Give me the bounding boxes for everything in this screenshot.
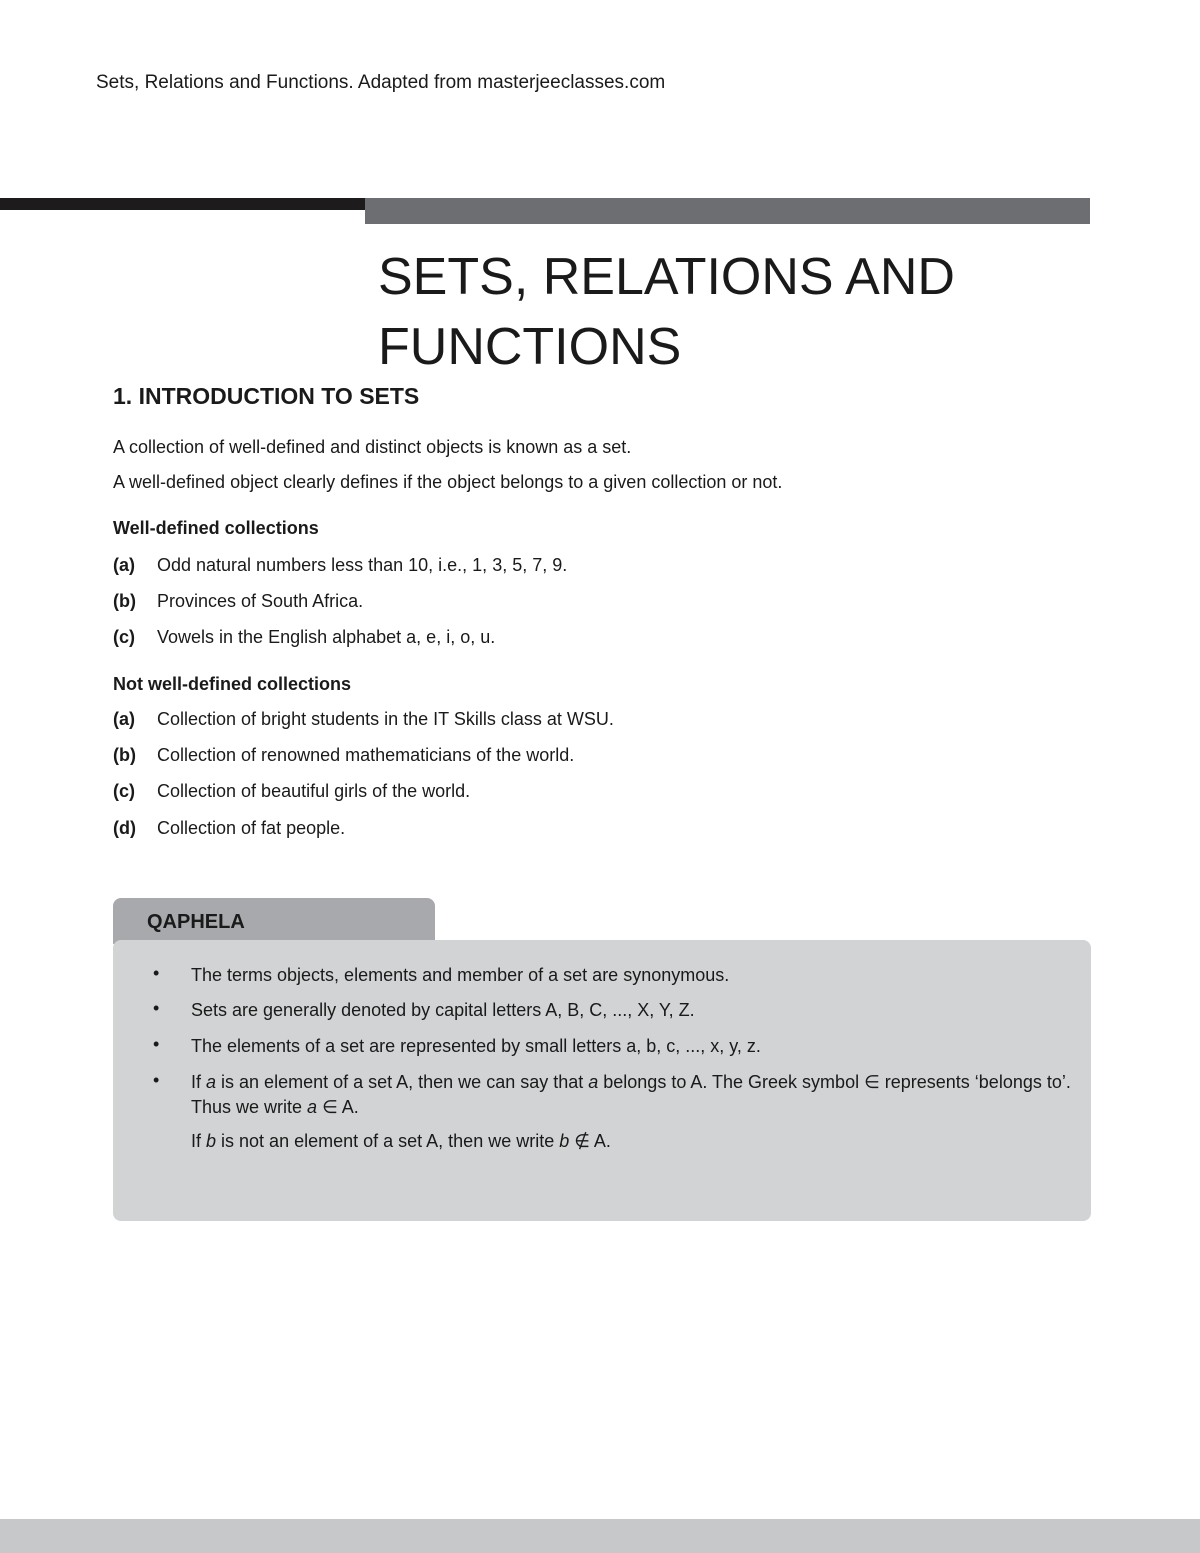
list-item-text: Collection of renowned mathematicians of the world. <box>157 745 575 765</box>
list-marker: (b) <box>113 745 136 765</box>
header-rule-dark <box>0 198 365 210</box>
note-followup-text: If b is not an element of a set A, then we write b ∉ A. <box>191 1131 611 1151</box>
note-bullet-text: If a is an element of a set A, then we can say that a belongs to A. The Greek symbol ∈ represents ‘belongs to’. Thus we write a ∈ A. <box>191 1072 1071 1117</box>
intro-paragraph: A collection of well-defined and distinct objects is known as a set. <box>113 437 632 457</box>
footer-band <box>0 1519 1200 1553</box>
bullet-dot: • <box>153 998 160 1018</box>
running-header: Sets, Relations and Functions. Adapted from masterjeeclasses.com <box>96 72 666 93</box>
list-item <box>113 591 363 612</box>
list-item-text: Collection of fat people. <box>157 818 346 838</box>
list-marker: (c) <box>113 627 135 647</box>
list-item-text: Collection of beautiful girls of the world. <box>157 781 471 801</box>
header-rule-gray <box>365 198 1090 224</box>
note-bullet-text: Sets are generally denoted by capital letters A, B, C, ..., X, Y, Z. <box>191 1000 695 1020</box>
well-defined-heading: Well-defined collections <box>113 518 319 538</box>
chapter-title <box>378 242 1078 382</box>
list-item-text: Provinces of South Africa. <box>157 591 364 611</box>
list-item <box>113 709 614 730</box>
list-item <box>113 555 567 576</box>
list-item <box>113 627 495 648</box>
list-item <box>113 745 574 766</box>
list-item <box>113 818 345 839</box>
chapter-title-line-1: SETS, RELATIONS AND <box>378 248 955 306</box>
note-bullet-text: The elements of a set are represented by small letters a, b, c, ..., x, y, z. <box>191 1036 761 1056</box>
list-item-text: Collection of bright students in the IT Skills class at WSU. <box>157 709 614 729</box>
section-heading: 1. INTRODUCTION TO SETS <box>113 383 420 409</box>
list-item <box>113 781 470 802</box>
not-well-defined-heading: Not well-defined collections <box>113 674 352 694</box>
list-marker: (c) <box>113 781 135 801</box>
list-item-text: Vowels in the English alphabet a, e, i, o, u. <box>157 627 496 647</box>
list-item-text: Odd natural numbers less than 10, i.e., 1, 3, 5, 7, 9. <box>157 555 568 575</box>
chapter-title-line-2: FUNCTIONS <box>378 318 682 376</box>
list-marker: (a) <box>113 555 135 575</box>
list-marker: (d) <box>113 818 136 838</box>
list-marker: (b) <box>113 591 136 611</box>
note-tab <box>113 898 435 944</box>
bullet-dot: • <box>153 1070 160 1090</box>
note-bullet-text: The terms objects, elements and member of a set are synonymous. <box>191 965 730 985</box>
bullet-dot: • <box>153 963 160 983</box>
note-label: QAPHELA <box>147 911 245 933</box>
bullet-dot: • <box>153 1034 160 1054</box>
intro-paragraph: A well-defined object clearly defines if the object belongs to a given collection or not. <box>113 472 783 492</box>
list-marker: (a) <box>113 709 135 729</box>
